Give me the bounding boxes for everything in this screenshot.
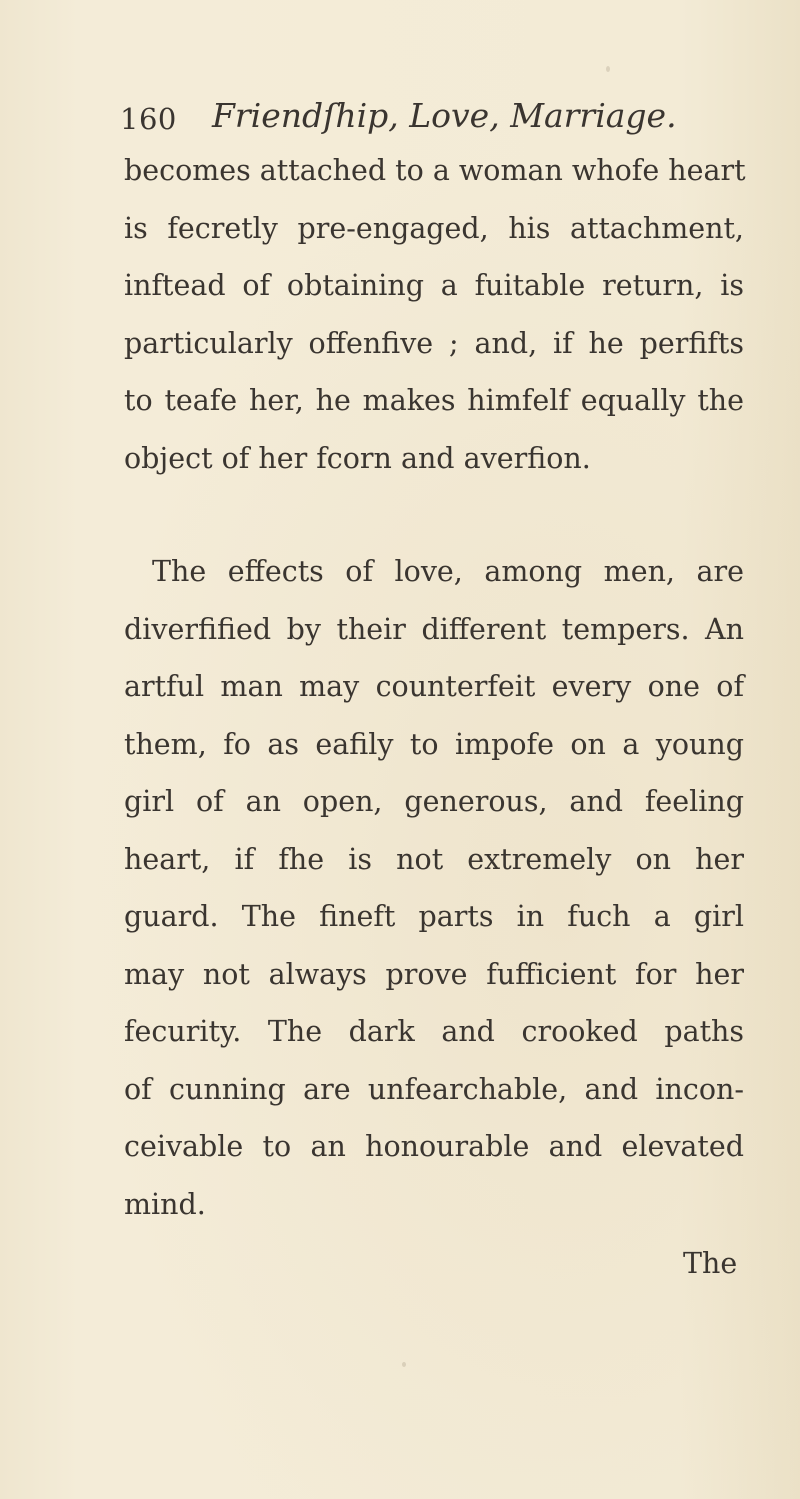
- text-line: may not always prove fufficient for her: [124, 957, 744, 991]
- ink-speck: [402, 1362, 406, 1367]
- text-line: fecurity. The dark and crooked paths: [124, 1015, 744, 1048]
- ink-speck: [606, 66, 610, 72]
- text-line: heart, if fhe is not extremely on her: [124, 842, 744, 876]
- page-number: 160: [120, 102, 177, 136]
- text-line: is fecretly pre-engaged, his attachment,: [124, 211, 744, 245]
- catchword: The: [683, 1247, 738, 1280]
- text-line: of cunning are unfearchable, and incon-: [124, 1072, 744, 1106]
- running-head: [120, 96, 720, 146]
- text-line: particularly offenfive ; and, if he perfifts: [124, 326, 744, 360]
- text-line: becomes attached to a woman whofe heart: [124, 154, 746, 187]
- text-line: inftead of obtaining a fuitable return, is: [124, 269, 744, 302]
- text-line: The effects of love, among men, are: [152, 555, 744, 588]
- paragraph-1: [124, 142, 744, 487]
- text-line: guard. The fineft parts in fuch a girl: [124, 900, 744, 933]
- text-line: girl of an open, generous, and feeling: [124, 785, 744, 818]
- text-line: object of her fcorn and averfion.: [124, 441, 591, 475]
- paragraph-2: [124, 543, 744, 1233]
- text-line: them, fo as eafily to impofe on a young: [124, 727, 744, 761]
- text-line: ceivable to an honourable and elevated: [124, 1130, 744, 1163]
- text-line: to teafe her, he makes himfelf equally the: [124, 384, 744, 417]
- running-title: Friendſhip, Love, Marriage.: [212, 96, 677, 135]
- text-line: artful man may counterfeit every one of: [124, 670, 744, 703]
- text-line: diverfified by their different tempers. An: [124, 612, 744, 646]
- text-line: mind.: [124, 1187, 206, 1221]
